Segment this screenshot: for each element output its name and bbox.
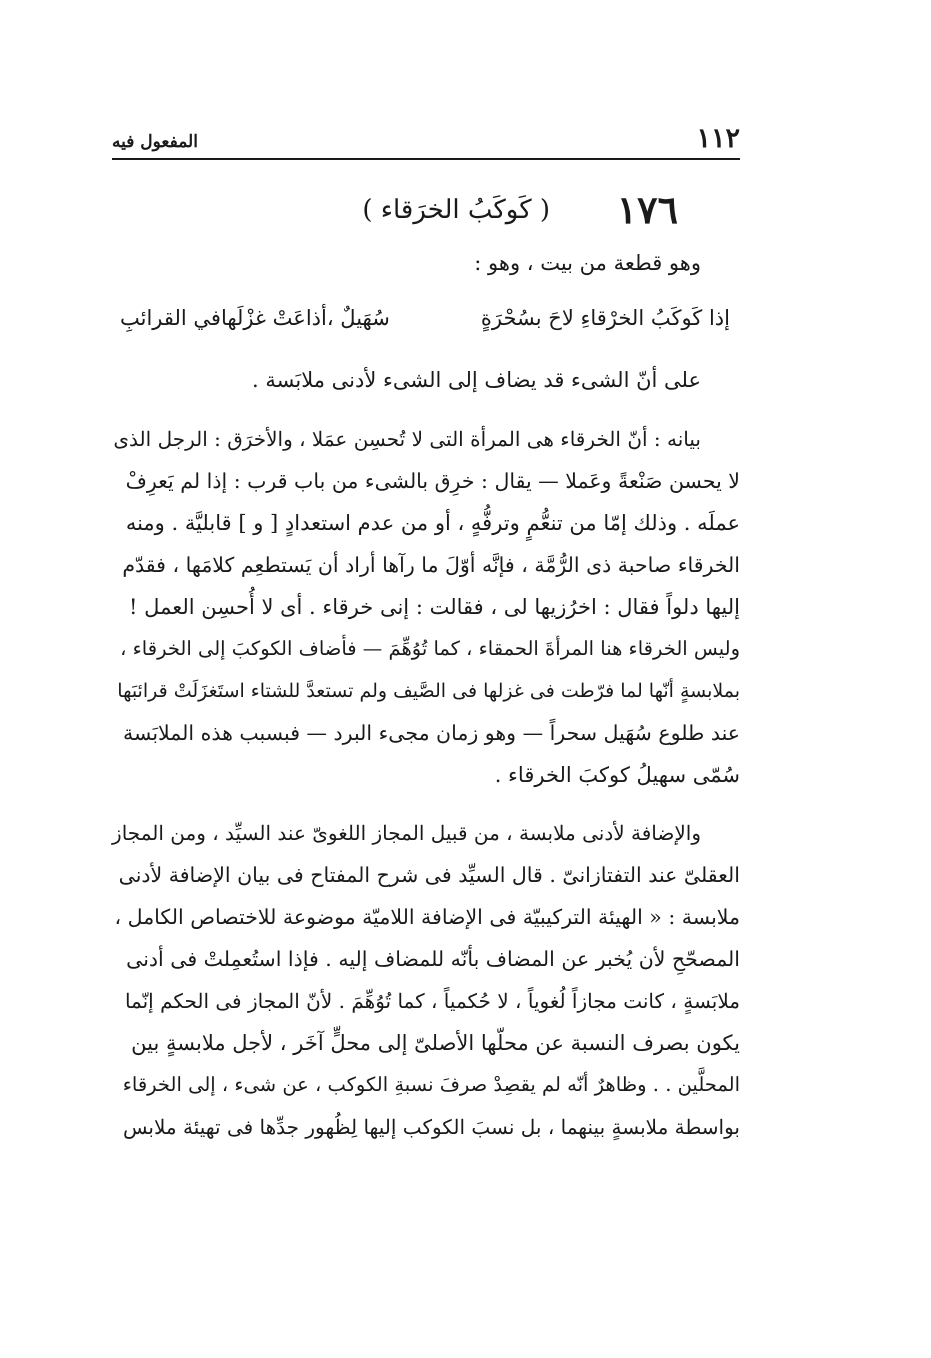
- paragraph-line: ملابسة : « الهيئة التركيبيّة فى الإضافة اللاميّة موضوعة للاختصاص الكامل ،: [114, 905, 740, 929]
- entry-number: ١٧٦: [616, 187, 678, 232]
- paragraph-line: العقلىّ عند التفتازانىّ . قال السيِّد فى شرح المفتاح فى بيان الإضافة لأدنى: [118, 863, 740, 887]
- paragraph-line: بيانه : أنّ الخرقاء هى المرأة التى لا تُحسِن عمَلا ، والأخرَق : الرجل الذى: [113, 427, 701, 451]
- paragraph-line: لا يحسن صَنْعةً وعَملا — يقال : خرِق بالشىء من باب قرب : إذا لم يَعرِفْ: [125, 469, 740, 493]
- paragraph-line: سُمّى سهيلُ كوكبَ الخرقاء .: [494, 763, 740, 787]
- paragraph-line: المصحّحِ لأن يُخبر عن المضاف بأنّه للمضاف إليه . فإذا استُعمِلتْ فى أدنى: [126, 947, 740, 971]
- paragraph-line: والإضافة لأدنى ملابسة ، من قبيل المجاز اللغوىّ عند السيِّد ، ومن المجاز: [112, 821, 701, 845]
- paragraph-line: عند طلوع سُهَيل سحراً — وهو زمان مجىء البرد — فبسبب هذه الملابَسة: [123, 721, 740, 745]
- note-line: على أنّ الشىء قد يضاف إلى الشىء لأدنى ملابَسة .: [252, 368, 701, 392]
- verse-second-hemistich: سُهَيلٌ ،أذاعَتْ غزْلَهافي القرائبِ: [120, 306, 390, 330]
- running-head: المفعول فيه: [112, 132, 198, 152]
- paragraph-line: عملَه . وذلك إمّا من تنعُّمٍ وترفُّهٍ ، أو من عدم استعدادٍ [ و ] قابليَّة . ومنه: [125, 511, 740, 535]
- paragraph-line: بملابسةٍ أنّها لما فرّطت فى غزلها فى الصَّيف ولم تستعدَّ للشتاء استَغزَلَتْ قرائبَها: [117, 680, 740, 702]
- paragraph-line: بواسطة ملابسةٍ بينهما ، بل نسبَ الكوكب إليها لِظُهور جدِّها فى تهيئة ملابس: [122, 1115, 740, 1139]
- paragraph-line: وليس الخرقاء هنا المرأةَ الحمقاء ، كما تُوُهِّمَ — فأضاف الكوكبَ إلى الخرقاء ،: [120, 637, 740, 660]
- entry-heading: [112, 183, 740, 243]
- paragraph-line: المحلَّين . . وظاهرٌ أنّه لم يقصِدْ صرفَ نسبةِ الكوكب ، عن شىء ، إلى الخرقاء: [122, 1073, 740, 1096]
- page-header: [112, 118, 740, 160]
- paragraph-line: ملابَسةٍ ، كانت مجازاً لُغوياً ، لا حُكمياً ، كما تُوُهِّمَ . لأنّ المجاز فى الحكم إنّما: [124, 989, 740, 1013]
- paragraph-line: يكون بصرف النسبة عن محلّها الأصلىّ إلى محلٍّ آخَر ، لأجل ملابسةٍ بين: [131, 1031, 740, 1055]
- entry-title: ( كَوكَبُ الخرَقاء ): [362, 195, 550, 225]
- paragraph-line: إليها دلواً فقال : اخرُزيها لى ، فقالت : إنى خرقاء . أى لا أُحسِن العمل !: [129, 595, 740, 619]
- verse-first-hemistich: إذا كَوكَبُ الخرْقاءِ لاحَ بسُحْرَةٍ: [480, 306, 730, 330]
- intro-line: وهو قطعة من بيت ، وهو :: [474, 251, 701, 275]
- page-number: ١١٢: [696, 123, 740, 154]
- verse: [112, 300, 740, 340]
- paragraph-line: الخرقاء صاحبة ذى الرُّمَّة ، فإنَّه أوّلَ ما رآها أراد أن يَستطعِم كلامَها ، فقدّم: [122, 553, 740, 577]
